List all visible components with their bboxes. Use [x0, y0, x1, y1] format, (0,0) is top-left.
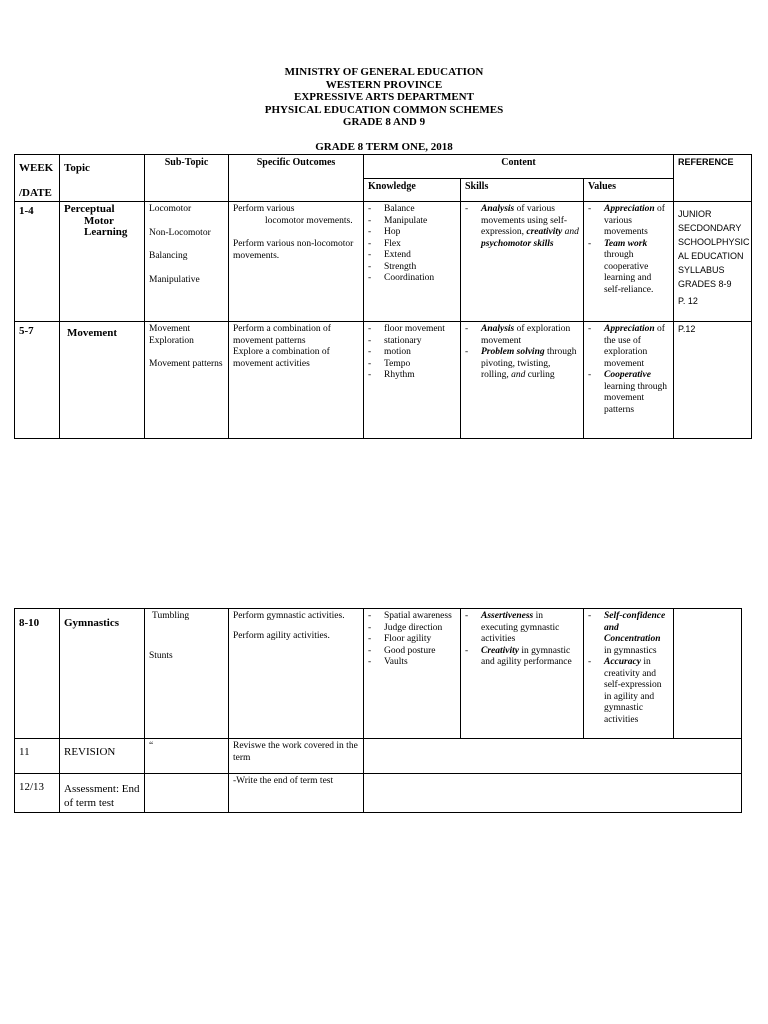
skill-text: of various movements using self-expression, [481, 204, 568, 237]
values-cell [584, 202, 674, 322]
subtopic-item: Locomotor [149, 204, 192, 214]
subtopic-item: Stunts [149, 650, 173, 661]
value-keyword: Appreciation [604, 324, 655, 334]
list-item: - Balance [368, 204, 456, 216]
subtopic-cell [145, 774, 229, 813]
outcome-text: Perform various [233, 204, 295, 214]
values-cell [584, 322, 674, 439]
subtopic-item: Balancing [149, 251, 188, 261]
subtopic-cell: “ [145, 739, 229, 774]
content-cell [364, 739, 742, 774]
week-cell: 1-4 [15, 202, 60, 322]
topic-cell: REVISION [60, 739, 145, 774]
outcome-text: Perform gymnastic activities. [233, 611, 345, 621]
reference-line: AL EDUCATION [678, 251, 744, 261]
value-text: in creativity and self-expression in agility and gymnastic activities [604, 657, 662, 725]
value-keyword: Appreciation [604, 204, 655, 214]
subtopic-cell [145, 609, 229, 739]
list-item: - stationary [368, 336, 456, 348]
skill-text: in executing gymnastic activities [481, 611, 560, 644]
header-subtopic-label: Sub-Topic [164, 157, 209, 168]
header-grade: GRADE 8 AND 9 [342, 116, 426, 128]
table-row [15, 202, 752, 322]
scheme-table-part1 [14, 154, 752, 439]
header-values-label: Values [588, 180, 616, 192]
reference-line: SCHOOLPHYSIC [678, 237, 750, 247]
knowledge-list [368, 324, 456, 382]
table-row [15, 609, 742, 739]
list-item [588, 611, 669, 657]
outcomes-cell [229, 202, 364, 322]
list-item [465, 646, 579, 669]
knowledge-list [368, 611, 456, 669]
header-knowledge [364, 178, 461, 202]
table-row [15, 322, 752, 439]
table-row [15, 774, 742, 813]
skill-keyword: Analysis [481, 324, 515, 334]
list-item: - Extend [368, 250, 456, 262]
skill-text: in gymnastic and agility performance [481, 645, 572, 667]
table-row [15, 739, 742, 774]
header-values [584, 178, 674, 202]
list-item: - Coordination [368, 273, 456, 285]
topic-cell [60, 322, 145, 439]
list-item: - Good posture [368, 646, 456, 658]
list-item: - Judge direction [368, 623, 456, 635]
topic-cell: Assessment: End of term test [60, 774, 145, 813]
header-province: WESTERN PROVINCE [325, 78, 443, 91]
reference-line: SYLLABUS [678, 265, 725, 275]
header-scheme: PHYSICAL EDUCATION COMMON SCHEMES [264, 103, 504, 116]
skills-cell [461, 322, 584, 439]
header-content [364, 155, 674, 179]
list-item [588, 657, 669, 726]
outcomes-cell [229, 609, 364, 739]
list-item: - Strength [368, 262, 456, 274]
subtopic-item: Movement patterns [149, 359, 223, 369]
skills-list [465, 611, 579, 669]
header-outcomes [229, 155, 364, 202]
scheme-title: GRADE 8 TERM ONE, 2018 [315, 141, 453, 153]
header-content-label: Content [501, 157, 536, 168]
skill-keyword: Creativity [481, 645, 519, 656]
value-keyword: Accuracy [604, 657, 641, 667]
week-cell: 8-10 [15, 609, 60, 739]
list-item: - Tempo [368, 359, 456, 371]
subtopic-item: Manipulative [149, 274, 200, 285]
header-ministry: MINISTRY OF GENERAL EDUCATION [284, 66, 484, 78]
list-item [465, 347, 579, 382]
header-date: /DATE [19, 186, 52, 199]
header-topic-label: Topic [64, 162, 90, 174]
list-item: - floor movement [368, 324, 456, 336]
subtopic-item: Movement Exploration [149, 324, 194, 346]
knowledge-cell [364, 202, 461, 322]
reference-line: GRADES 8-9 [678, 279, 732, 289]
list-item: - Rhythm [368, 370, 456, 382]
header-skills-label: Skills [465, 180, 489, 192]
list-item [465, 611, 579, 646]
outcomes-cell: Reviswe the work covered in the term [229, 739, 364, 774]
topic-text: Movement [67, 327, 118, 339]
reference-cell [674, 609, 742, 739]
values-list [588, 324, 669, 416]
outcome-text: Perform various non-locomotor movements. [233, 239, 354, 261]
topic-line: Motor [84, 214, 114, 227]
list-item: - Vaults [368, 657, 456, 669]
week-cell: 11 [15, 739, 60, 774]
value-text: through cooperative learning and self-reliance. [604, 250, 654, 295]
skills-cell [461, 609, 584, 739]
subtopic-cell [145, 202, 229, 322]
header-skills [461, 178, 584, 202]
header-week: WEEK [19, 162, 54, 174]
skills-list [465, 324, 579, 382]
topic-text: Gymnastics [64, 617, 119, 629]
list-item: - Manipulate [368, 216, 456, 228]
values-list [588, 611, 669, 726]
list-item: - motion [368, 347, 456, 359]
week-cell: 5-7 [15, 322, 60, 439]
reference-cell [674, 322, 752, 439]
value-text: learning through movement patterns [604, 381, 668, 415]
value-text: of the use of exploration movement [604, 324, 665, 369]
knowledge-cell [364, 322, 461, 439]
skill-text: and [562, 227, 579, 237]
header-knowledge-label: Knowledge [368, 180, 416, 192]
skills-cell [461, 202, 584, 322]
subtopic-item: Tumbling [152, 611, 190, 621]
header-topic [60, 155, 145, 202]
skill-keyword: Analysis [481, 204, 515, 214]
topic-cell [60, 202, 145, 322]
skill-text: of exploration movement [481, 324, 571, 346]
header-subtopic [145, 155, 229, 202]
content-cell [364, 774, 742, 813]
knowledge-list [368, 204, 456, 285]
outcome-text: Perform a combination of movement patterns [233, 324, 331, 346]
header-outcomes-label: Specific Outcomes [256, 157, 336, 168]
list-item: - Spatial awareness [368, 611, 456, 623]
skill-keyword: Problem solving [481, 347, 545, 357]
list-item [588, 239, 669, 297]
subtopic-item: Non-Locomotor [149, 227, 211, 238]
header-reference-label: REFERENCE [678, 157, 734, 167]
topic-cell [60, 609, 145, 739]
values-cell [584, 609, 674, 739]
value-text: in gymnastics [604, 645, 657, 656]
skill-keyword: creativity [526, 227, 563, 237]
reference-line: SECDONDARY [678, 223, 742, 233]
value-keyword: Cooperative [604, 370, 651, 380]
skill-text: curling [525, 370, 555, 380]
skill-keyword: psychomotor skills [481, 238, 554, 249]
skill-keyword: Assertiveness [481, 611, 534, 621]
reference-page: P. 12 [678, 296, 698, 306]
list-item [588, 204, 669, 239]
outcome-text: Explore a combination of movement activities [233, 347, 330, 369]
list-item [588, 324, 669, 370]
value-text: of various movements [604, 204, 665, 237]
skill-text: through pivoting, twisting, rolling, [481, 347, 577, 380]
outcome-text: locomotor movements. [265, 215, 353, 226]
value-keyword: Self-confidence and Concentration [604, 611, 666, 644]
week-cell: 12/13 [15, 774, 60, 813]
list-item: - Floor agility [368, 634, 456, 646]
skills-list [465, 204, 579, 250]
list-item: - Flex [368, 239, 456, 251]
list-item [465, 324, 579, 347]
reference-cell [674, 202, 752, 322]
list-item [465, 204, 579, 250]
scheme-table-part2 [14, 608, 742, 813]
header-department: EXPRESSIVE ARTS DEPARTMENT [294, 91, 474, 103]
outcome-text: Perform agility activities. [233, 630, 330, 641]
outcomes-cell [229, 322, 364, 439]
list-item [588, 370, 669, 416]
skill-text: and [511, 370, 526, 380]
topic-line: Perceptual [64, 203, 115, 215]
outcomes-cell: -Write the end of term test [229, 774, 364, 813]
value-keyword: Team work [604, 238, 648, 249]
values-list [588, 204, 669, 296]
reference-page: P.12 [678, 324, 696, 334]
reference-line: JUNIOR [678, 209, 712, 219]
list-item: - Hop [368, 227, 456, 239]
document-header [0, 66, 768, 129]
topic-line: Learning [84, 226, 128, 238]
subtopic-cell [145, 322, 229, 439]
header-week-date [15, 155, 60, 202]
knowledge-cell [364, 609, 461, 739]
header-reference [674, 155, 752, 202]
